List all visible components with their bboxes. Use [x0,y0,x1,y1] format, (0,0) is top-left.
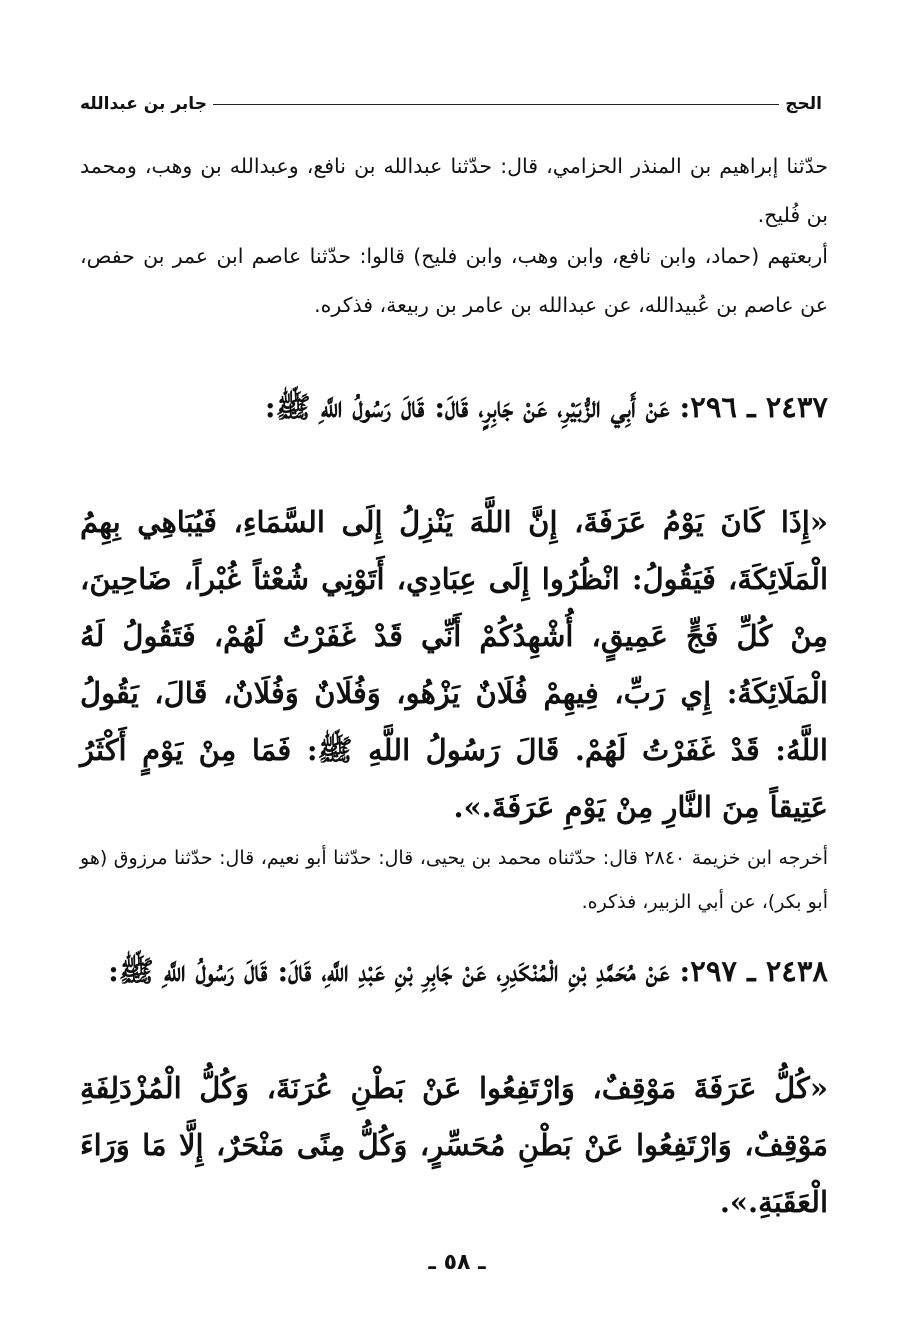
isnad-paragraph-2: أربعتهم (حماد، وابن نافع، وابن وهب، وابن فليح) قالوا: حدّثنا عاصم ابن عمر بن حفص، عن عاصم بن عُبيدالله، عن عبدالله بن عامر بن ربيعة، فذكره. [80,244,828,317]
header-narrator: جابر بن عبدالله [80,94,207,114]
hadith-2437-reference: أخرجه ابن خزيمة ٢٨٤٠ قال: حدّثناه محمد بن يحيى، قال: حدّثنا أبو نعيم، قال: حدّثنا مرزوق (هو أبو بكر)، عن أبي الزبير، فذكره. [80,847,828,913]
isnad-paragraph-1: حدّثنا إبراهيم بن المنذر الحزامي، قال: حدّثنا عبدالله بن نافع، وعبدالله بن وهب، ومحمد بن فُليح. [80,154,828,227]
hadith-2438-heading: ٢٤٣٨ ـ ٢٩٧: عَنْ مُحَمَّدِ بْنِ الْمُنْكَدِرِ، عَنْ جَابِرِ بْنِ عَبْدِ اللَّهِ، قَالَ: قَالَ رَسُولُ اللَّهِ ﷺ: [108,954,828,988]
page-number: ـ ٥٨ ـ [428,1250,486,1275]
hadith-2438-text: «كُلُّ عَرَفَةَ مَوْقِفٌ، وَارْتَفِعُوا عَنْ بَطْنِ عُرَنَةَ، وَكُلُّ الْمُزْدَلِفَةِ مَوْقِفٌ، وَارْتَفِعُوا عَنْ بَطْنِ مُحَسِّرٍ، وَكُلُّ مِنًى مَنْحَرٌ، إِلَّا مَا وَرَاءَ الْعَقَبَةِ.». [80,1071,828,1219]
header-rule [213,104,779,105]
page-header [80,84,822,124]
hadith-2437-heading: ٢٤٣٧ ـ ٢٩٦: عَنْ أَبِي الزُّبَيْرِ، عَنْ جَابِرٍ، قَالَ: قَالَ رَسُولُ اللَّهِ ﷺ: [264,390,828,424]
header-section-title: الحج [785,94,822,114]
hadith-2437-text: «إِذَا كَانَ يَوْمُ عَرَفَةَ، إِنَّ اللَّهَ يَنْزِلُ إِلَى السَّمَاءِ، فَيُبَاهِي بِهِمُ الْمَلَائِكَةَ، فَيَقُولُ: انْظُرُوا إِلَى عِبَادِي، أَتَوْنِي شُعْثاً غُبْراً، ضَاحِينَ، مِنْ كُلِّ فَجٍّ عَمِيقٍ، أُشْهِدُكُمْ أَنِّي قَدْ غَفَرْتُ لَهُمْ، فَتَقُولُ لَهُ الْمَلَائِكَةُ: إِي رَبِّ، فِيهِمْ فُلَانٌ يَزْهُو، وَفُلَانٌ وَفُلَانٌ، قَالَ، يَقُولُ اللَّهُ: قَدْ غَفَرْتُ لَهُمْ. قَالَ رَسُولُ اللَّهِ ﷺ: فَمَا مِنْ يَوْمٍ أَكْثَرُ عَتِيقاً مِنَ النَّارِ مِنْ يَوْمِ عَرَفَةَ.». [80,505,828,824]
